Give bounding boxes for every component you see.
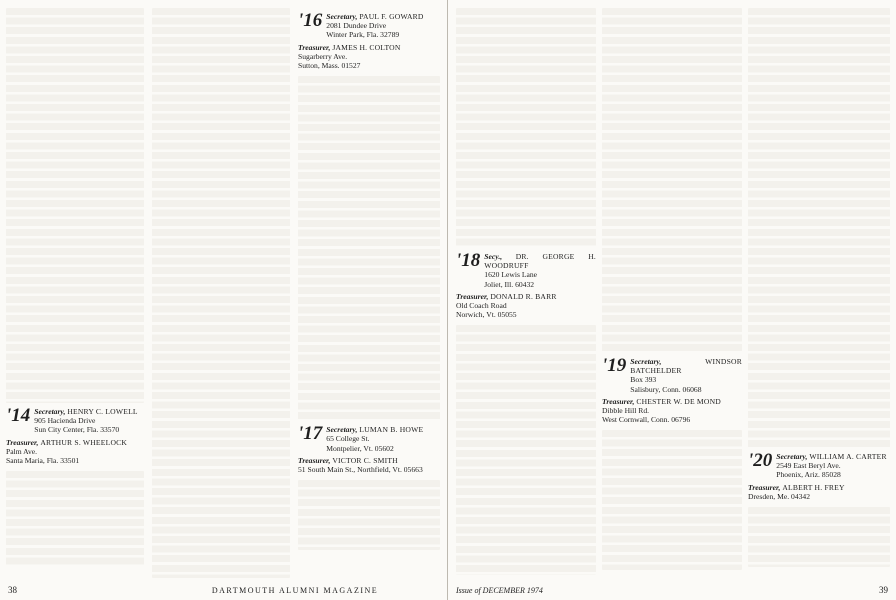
treasurer-label: Treasurer, bbox=[298, 42, 331, 52]
magazine-title: DARTMOUTH ALUMNI MAGAZINE bbox=[211, 586, 379, 595]
right-page-column-3 bbox=[748, 8, 890, 578]
secretary-name: HENRY C. LOWELL bbox=[67, 407, 138, 416]
treasurer-name: DONALD R. BARR bbox=[490, 291, 557, 301]
secretary-address-line: 2549 East Beryl Ave. bbox=[776, 461, 841, 471]
class-year: '14 bbox=[6, 405, 31, 426]
class-notes-text-block bbox=[456, 8, 596, 248]
right-page-column-1 bbox=[456, 8, 596, 578]
treasurer-address-line: 51 South Main St., Northfield, Vt. 05663 bbox=[298, 465, 423, 475]
treasurer-label: Treasurer, bbox=[298, 455, 331, 465]
class-1917-header bbox=[298, 425, 440, 474]
class-year: '17 bbox=[298, 423, 323, 445]
right-page-running-footer bbox=[456, 586, 746, 596]
secretary-name: PAUL F. GOWARD bbox=[359, 12, 424, 21]
class-1918-header bbox=[456, 252, 596, 319]
class-year: '18 bbox=[456, 250, 481, 271]
secretary-name: WILLIAM A. CARTER bbox=[809, 452, 887, 461]
treasurer-label: Treasurer, bbox=[602, 396, 635, 406]
treasurer-name: CHESTER W. DE MOND bbox=[636, 396, 721, 406]
secretary-label: Secretary, bbox=[776, 452, 808, 461]
class-notes-text-block bbox=[298, 480, 440, 550]
class-notes-text-block bbox=[456, 325, 596, 575]
treasurer-label: Treasurer, bbox=[6, 437, 39, 447]
page-number: 39 bbox=[879, 585, 888, 595]
left-page-column-2 bbox=[152, 8, 290, 578]
class-notes-text-block bbox=[152, 8, 290, 578]
secretary-label: Secretary, bbox=[326, 425, 358, 435]
left-page-folio bbox=[8, 585, 17, 596]
secretary-address-line: Joliet, Ill. 60432 bbox=[484, 279, 535, 289]
treasurer-address-line: Palm Ave. bbox=[6, 446, 38, 456]
secretary-address-line: 2081 Dundee Drive bbox=[326, 21, 387, 31]
secretary-label: Secretary, bbox=[34, 407, 66, 416]
treasurer-address-line: Dibble Hill Rd. bbox=[602, 406, 650, 416]
treasurer-label: Treasurer, bbox=[748, 482, 781, 492]
treasurer-label: Treasurer, bbox=[456, 291, 489, 301]
class-notes-text-block bbox=[748, 507, 890, 567]
class-year: '16 bbox=[298, 10, 323, 31]
secretary-label: Secy., bbox=[484, 252, 503, 261]
treasurer-name: JAMES H. COLTON bbox=[332, 42, 401, 52]
secretary-address-line: Montpelier, Vt. 05602 bbox=[326, 443, 394, 453]
class-year: '19 bbox=[602, 355, 627, 376]
class-1920-header bbox=[748, 452, 890, 501]
page-number: 38 bbox=[8, 585, 17, 595]
left-page-column-3 bbox=[298, 8, 440, 578]
right-page bbox=[448, 0, 896, 600]
issue-date: Issue of DECEMBER 1974 bbox=[456, 586, 543, 595]
secretary-address-line: 905 Hacienda Drive bbox=[34, 416, 96, 426]
class-1919-header bbox=[602, 357, 742, 424]
treasurer-address-line: Sutton, Mass. 01527 bbox=[298, 61, 361, 71]
secretary-address-line: Salisbury, Conn. 06068 bbox=[630, 384, 702, 394]
class-notes-text-block bbox=[748, 8, 890, 448]
secretary-address-line: 65 College St. bbox=[326, 434, 370, 444]
right-page-column-2 bbox=[602, 8, 742, 578]
class-1914-header bbox=[6, 407, 144, 465]
secretary-label: Secretary, bbox=[326, 12, 358, 21]
secretary-name: LUMAN B. HOWE bbox=[359, 425, 424, 435]
secretary-label: Secretary, bbox=[630, 357, 662, 366]
left-page-running-footer bbox=[150, 586, 440, 596]
class-year: '20 bbox=[748, 450, 773, 471]
class-notes-text-block bbox=[602, 430, 742, 570]
treasurer-name: ALBERT H. FREY bbox=[782, 482, 845, 492]
treasurer-address-line: Sugarberry Ave. bbox=[298, 51, 348, 61]
secretary-name: DR. GEORGE H. WOODRUFF bbox=[484, 252, 596, 271]
class-1916-header bbox=[298, 12, 440, 70]
class-notes-text-block bbox=[602, 8, 742, 353]
right-page-folio bbox=[879, 585, 888, 596]
secretary-address-line: Box 393 bbox=[630, 375, 657, 385]
treasurer-name: VICTOR C. SMITH bbox=[332, 455, 398, 465]
secretary-address-line: Winter Park, Fla. 32789 bbox=[326, 30, 400, 40]
class-notes-text-block bbox=[6, 8, 144, 403]
secretary-address-line: 1620 Lewis Lane bbox=[484, 270, 537, 280]
treasurer-address-line: Santa Maria, Fla. 33501 bbox=[6, 456, 80, 466]
class-notes-text-block bbox=[6, 471, 144, 566]
left-page-column-1 bbox=[6, 8, 144, 578]
treasurer-address-line: Dresden, Me. 04342 bbox=[748, 491, 811, 501]
treasurer-address-line: Norwich, Vt. 05055 bbox=[456, 310, 517, 320]
treasurer-address-line: Old Coach Road bbox=[456, 301, 507, 311]
treasurer-name: ARTHUR S. WHEELOCK bbox=[40, 437, 128, 447]
secretary-address-line: Sun City Center, Fla. 33570 bbox=[34, 425, 120, 435]
secretary-address-line: Phoenix, Ariz. 85028 bbox=[776, 470, 841, 480]
class-notes-text-block bbox=[298, 76, 440, 421]
treasurer-address-line: West Cornwall, Conn. 06796 bbox=[602, 415, 691, 425]
secretary-name: WINDSOR BATCHELDER bbox=[630, 357, 742, 376]
